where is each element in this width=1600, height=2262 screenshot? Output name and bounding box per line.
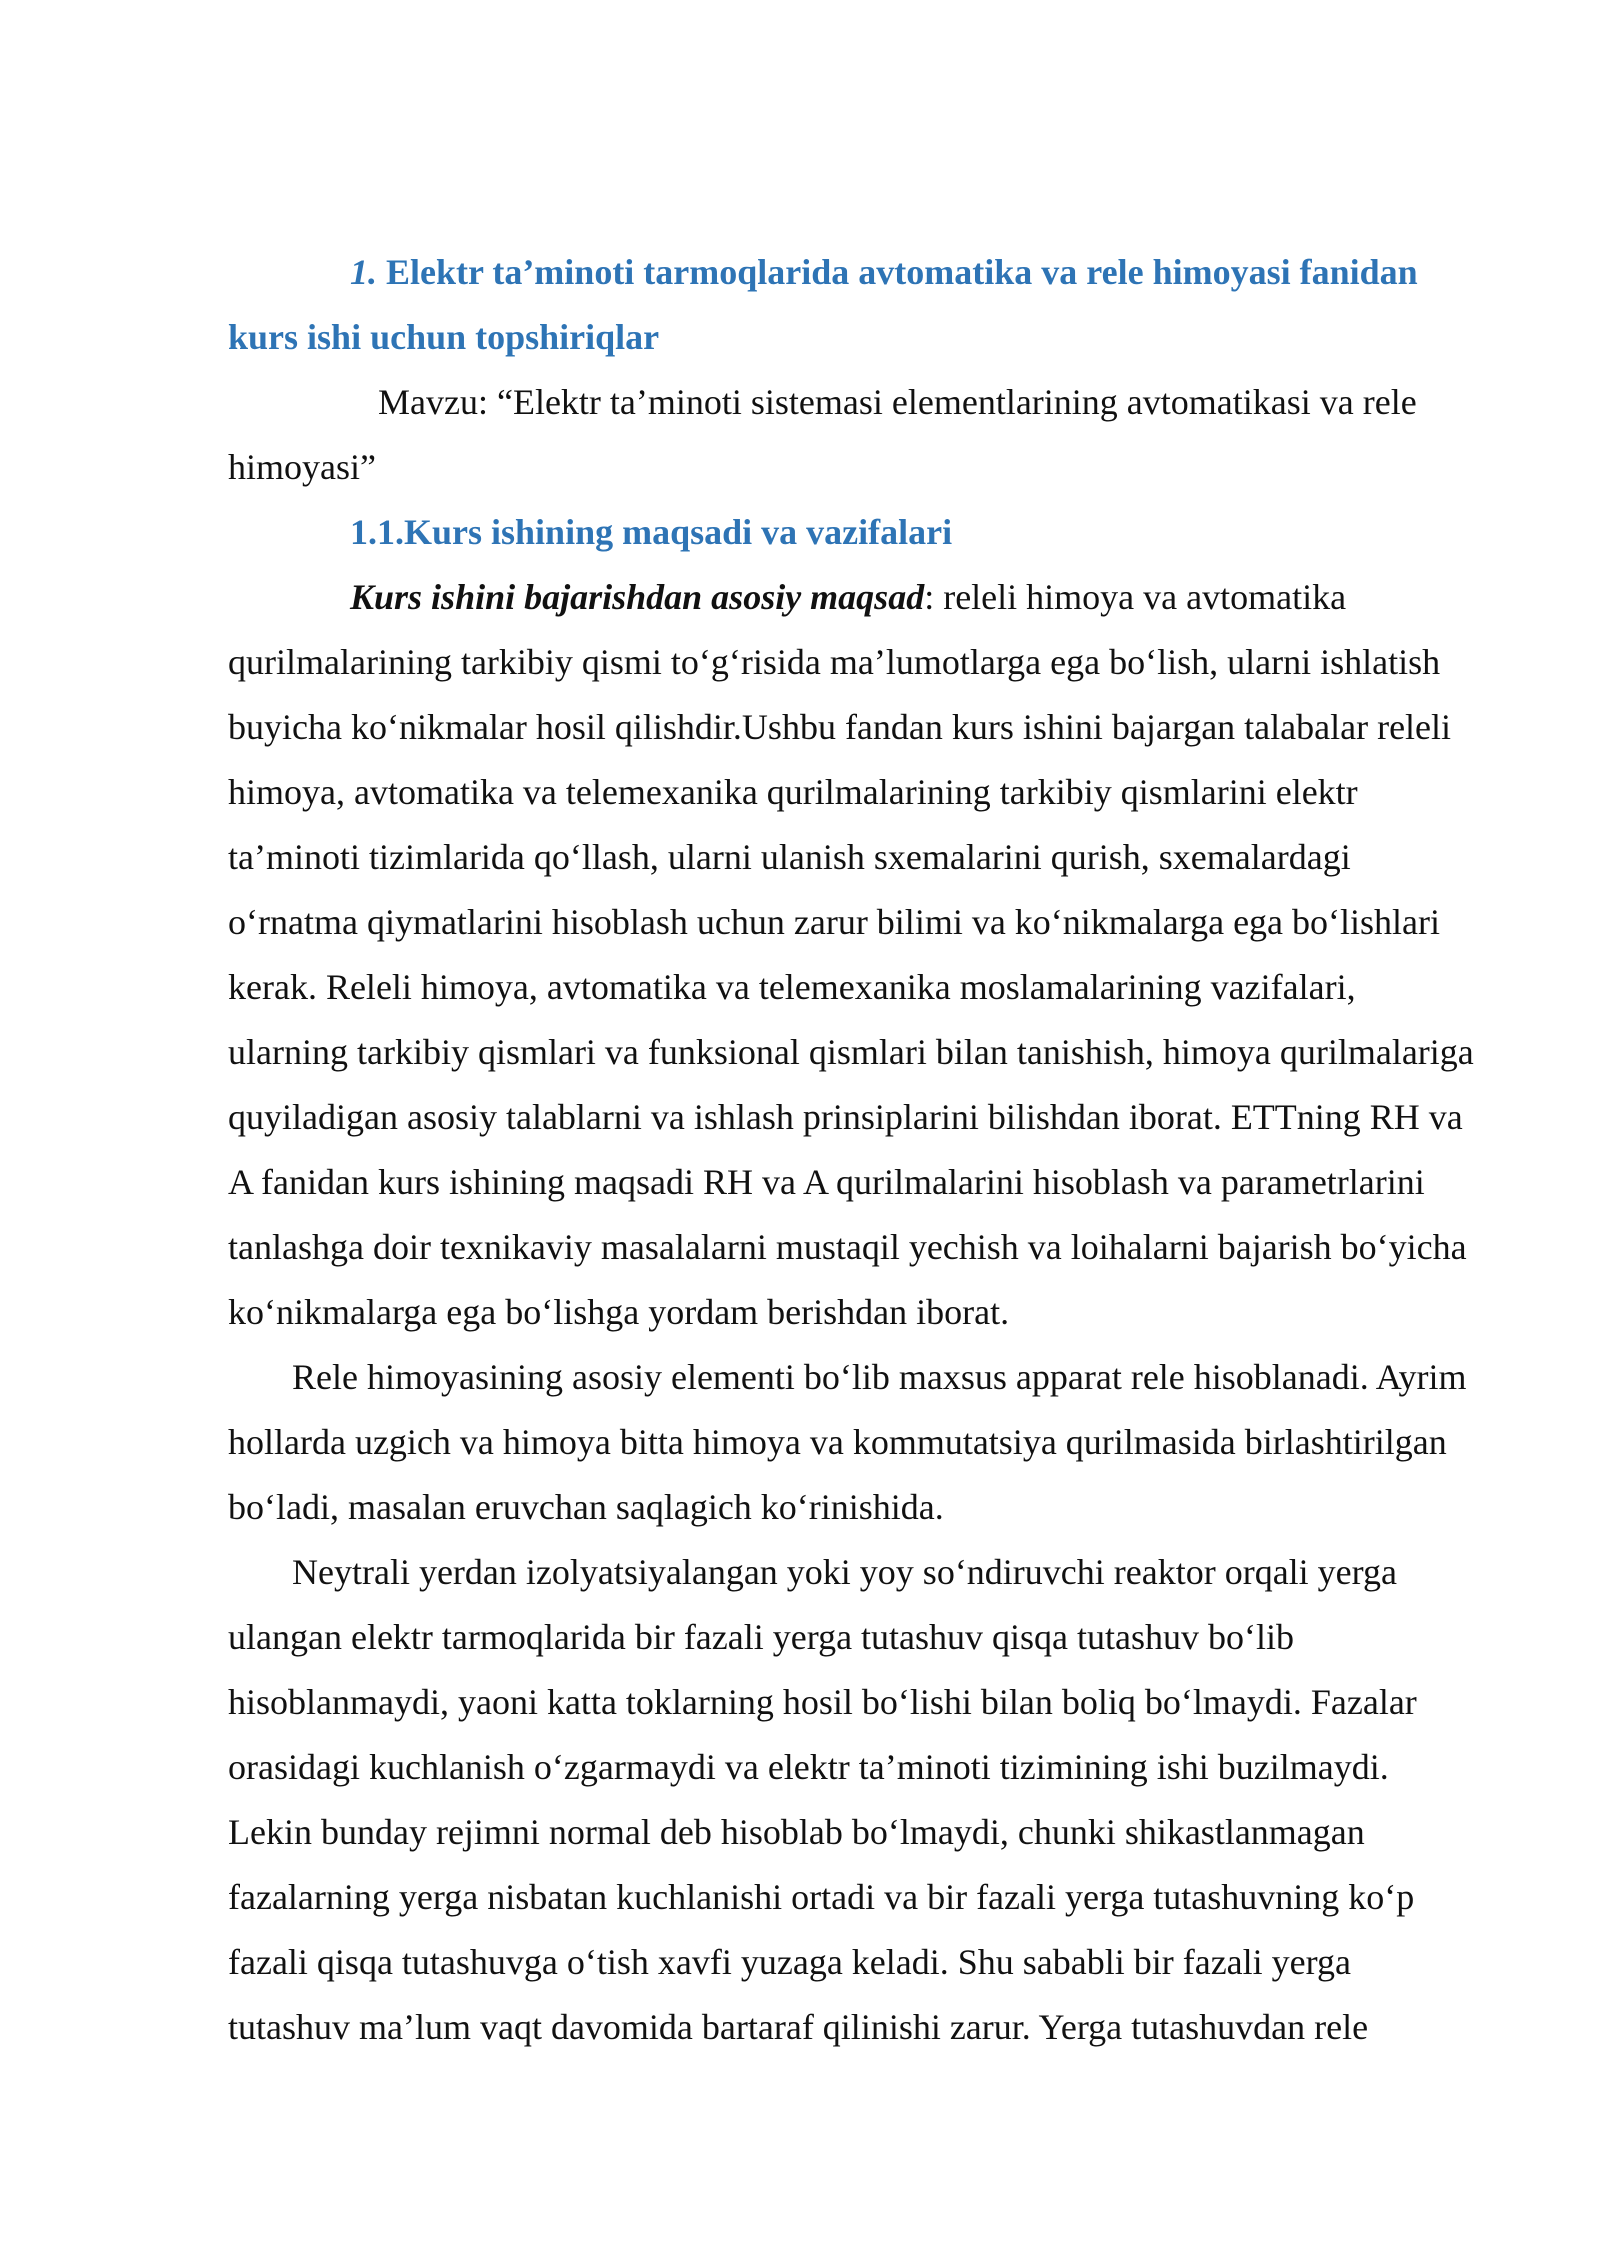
section-heading [228, 240, 1476, 370]
subsection-heading: 1.1.Kurs ishining maqsadi va vazifalari [350, 512, 953, 552]
goal-text: : releli himoya va avtomatika qurilmalarining tarkibiy qismi to‘g‘risida ma’lumotlarga ega bo‘lish, ularni ishlatish buyicha ko‘nikmalar hosil qilishdir.Ushbu fandan kurs ishini bajargan talabalar releli himoya, avtomatika va telemexanika qurilmalarining tarkibiy qismlarini elektr ta’minoti tizimlarida qo‘llash, ularni ulanish sxemalarini qurish, sxemalardagi o‘rnatma qiymatlarini hisoblash uchun zarur bilimi va ko‘nikmalarga ega bo‘lishlari kerak. Releli himoya, avtomatika va telemexanika moslamalarining vazifalari, ularning tarkibiy qismlari va funksional qismlari bilan tanishish, himoya qurilmalariga quyiladigan asosiy talablarni va ishlash prinsiplarini bilishdan iborat. ETTning RH va A fanidan kurs ishining maqsadi RH va A qurilmalarini hisoblash va parametrlarini tanlashga doir texnikaviy masalalarni mustaqil yechish va loihalarni bajarish bo‘yicha ko‘nikmalarga ega bo‘lishga yordam berishdan iborat. [228, 577, 1474, 1332]
body-paragraph: Neytrali yerdan izolyatsiyalangan yoki yoy so‘ndiruvchi reaktor orqali yerga ulangan elektr tarmoqlarida bir fazali yerga tutashuv qisqa tutashuv bo‘lib hisoblanmaydi, yaoni katta toklarning hosil bo‘lishi bilan boliq bo‘lmaydi. Fazalar orasidagi kuchlanish o‘zgarmaydi va elektr ta’minoti tizimining ishi buzilmaydi. Lekin bunday rejimni normal deb hisoblab bo‘lmaydi, chunki shikastlanmagan fazalarning yerga nisbatan kuchlanishi ortadi va bir fazali yerga tutashuvning ko‘p fazali qisqa tutashuvga o‘tish xavfi yuzaga keladi. Shu sababli bir fazali yerga tutashuv ma’lum vaqt davomida bartaraf qilinishi zarur. Yerga tutashuvdan rele [228, 1552, 1417, 2047]
topic-line: Mavzu: “Elektr ta’minoti sistemasi elementlarining avtomatikasi va rele himoyasi” [228, 382, 1417, 487]
section-number: 1. [350, 252, 377, 292]
goal-label: Kurs ishini bajarishdan asosiy maqsad [350, 577, 925, 617]
body-paragraph: Rele himoyasining asosiy elementi bo‘lib maxsus apparat rele hisoblanadi. Ayrim hollarda uzgich va himoya bitta himoya va kommutatsiya qurilmasida birlashtirilgan bo‘ladi, masalan eruvchan saqlagich ko‘rinishida. [228, 1357, 1467, 1527]
section-heading-text: Elektr ta’minoti tarmoqlarida avtomatika va rele himoyasi fanidan kurs ishi uchun topshiriqlar [228, 252, 1418, 357]
goal-paragraph [228, 565, 1476, 1345]
document-page [228, 240, 1476, 2060]
